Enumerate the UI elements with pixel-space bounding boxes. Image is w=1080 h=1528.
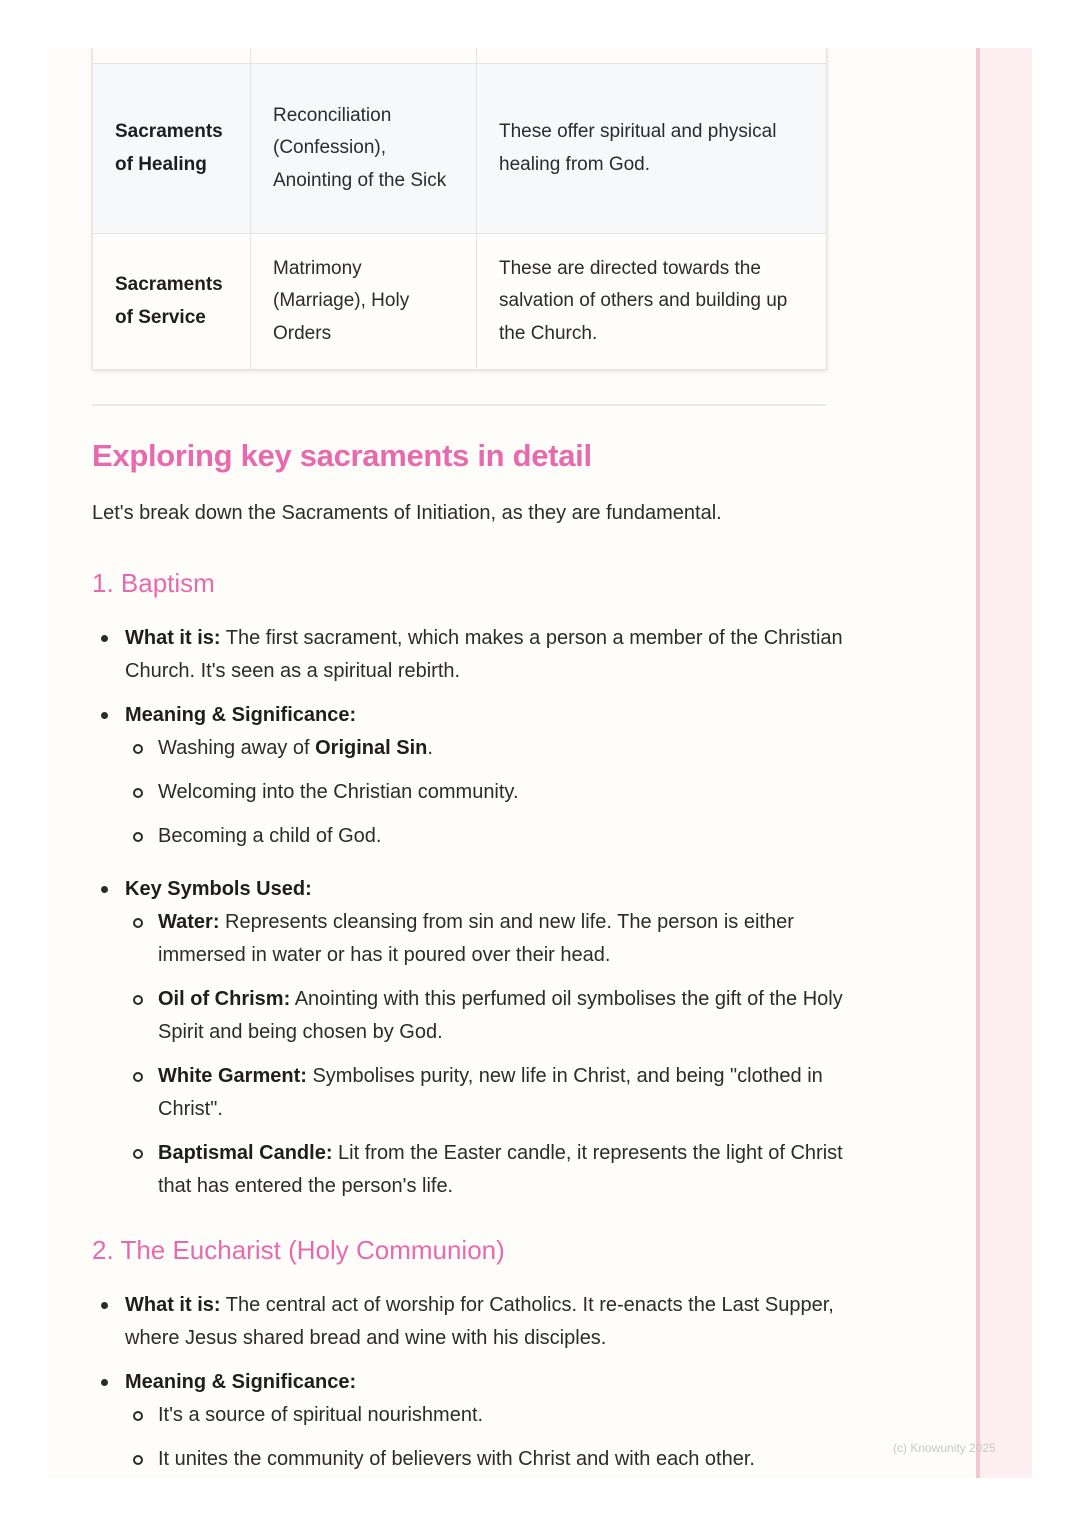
list-item: Key Symbols Used: Water: Represents cleansing from sin and new life. The person is either immersed in water or has it poured over their head. Oil of Chrism: Anointing with this perfumed oil symbolises the gift of the Holy Spirit and being chosen by God. White Garment: Symbolises purity, new life in Christ, and being "clothed in Christ". Baptismal Candle: Lit from the Easter candle, it represents the light of Christ that has entered the person's life. <box>48 873 848 1203</box>
table-row <box>93 64 827 234</box>
eucharist-list <box>48 1289 848 1476</box>
table-cell-description: These offer spiritual and physical healing from God. <box>477 64 827 234</box>
table-row <box>93 234 827 370</box>
copyright-footer: (c) Knowunity 2025 <box>893 1441 996 1455</box>
meaning-sublist <box>125 732 848 853</box>
document-page <box>48 48 980 1478</box>
list-item: It unites the community of believers with Christ and with each other. <box>125 1443 848 1476</box>
eucharist-heading: 2. The Eucharist (Holy Communion) <box>92 1235 505 1265</box>
table-row <box>93 48 827 64</box>
sacraments-table <box>92 48 827 370</box>
list-item: Meaning & Significance: It's a source of spiritual nourishment. It unites the community of believers with Christ and with each other. <box>48 1366 848 1476</box>
baptism-list <box>48 622 848 1203</box>
table-cell-category: Sacraments of Service <box>93 234 251 370</box>
table-cell-description: These are directed towards the salvation of others and building up the Church. <box>477 234 827 370</box>
list-item: Baptismal Candle: Lit from the Easter candle, it represents the light of Christ that has entered the person's life. <box>125 1137 848 1203</box>
section-heading: Exploring key sacraments in detail <box>92 438 592 473</box>
meaning-sublist <box>125 1399 848 1476</box>
list-item: Welcoming into the Christian community. <box>125 776 848 809</box>
table-cell-sacraments: Reconciliation (Confession), Anointing of the Sick <box>251 64 477 234</box>
section-divider <box>92 404 826 406</box>
list-item: It's a source of spiritual nourishment. <box>125 1399 848 1432</box>
intro-paragraph: Let's break down the Sacraments of Initiation, as they are fundamental. <box>92 502 722 524</box>
list-item: Meaning & Significance: Washing away of Original Sin. Welcoming into the Christian community. Becoming a child of God. <box>48 699 848 853</box>
table-cell-category: Sacraments of Healing <box>93 64 251 234</box>
list-item: What it is: The first sacrament, which makes a person a member of the Christian Church. It's seen as a spiritual rebirth. <box>48 622 848 688</box>
page-margin-strip <box>976 48 1032 1478</box>
list-item: White Garment: Symbolises purity, new life in Christ, and being "clothed in Christ". <box>125 1060 848 1126</box>
list-item: Oil of Chrism: Anointing with this perfumed oil symbolises the gift of the Holy Spirit and being chosen by God. <box>125 983 848 1049</box>
list-item: Water: Represents cleansing from sin and new life. The person is either immersed in water or has it poured over their head. <box>125 906 848 972</box>
list-item: Becoming a child of God. <box>125 820 848 853</box>
symbols-sublist <box>125 906 848 1203</box>
list-item: What it is: The central act of worship for Catholics. It re-enacts the Last Supper, where Jesus shared bread and wine with his disciples. <box>48 1289 848 1355</box>
list-item: Washing away of Original Sin. <box>125 732 848 765</box>
table-cell-sacraments: Matrimony (Marriage), Holy Orders <box>251 234 477 370</box>
baptism-heading: 1. Baptism <box>92 568 215 598</box>
